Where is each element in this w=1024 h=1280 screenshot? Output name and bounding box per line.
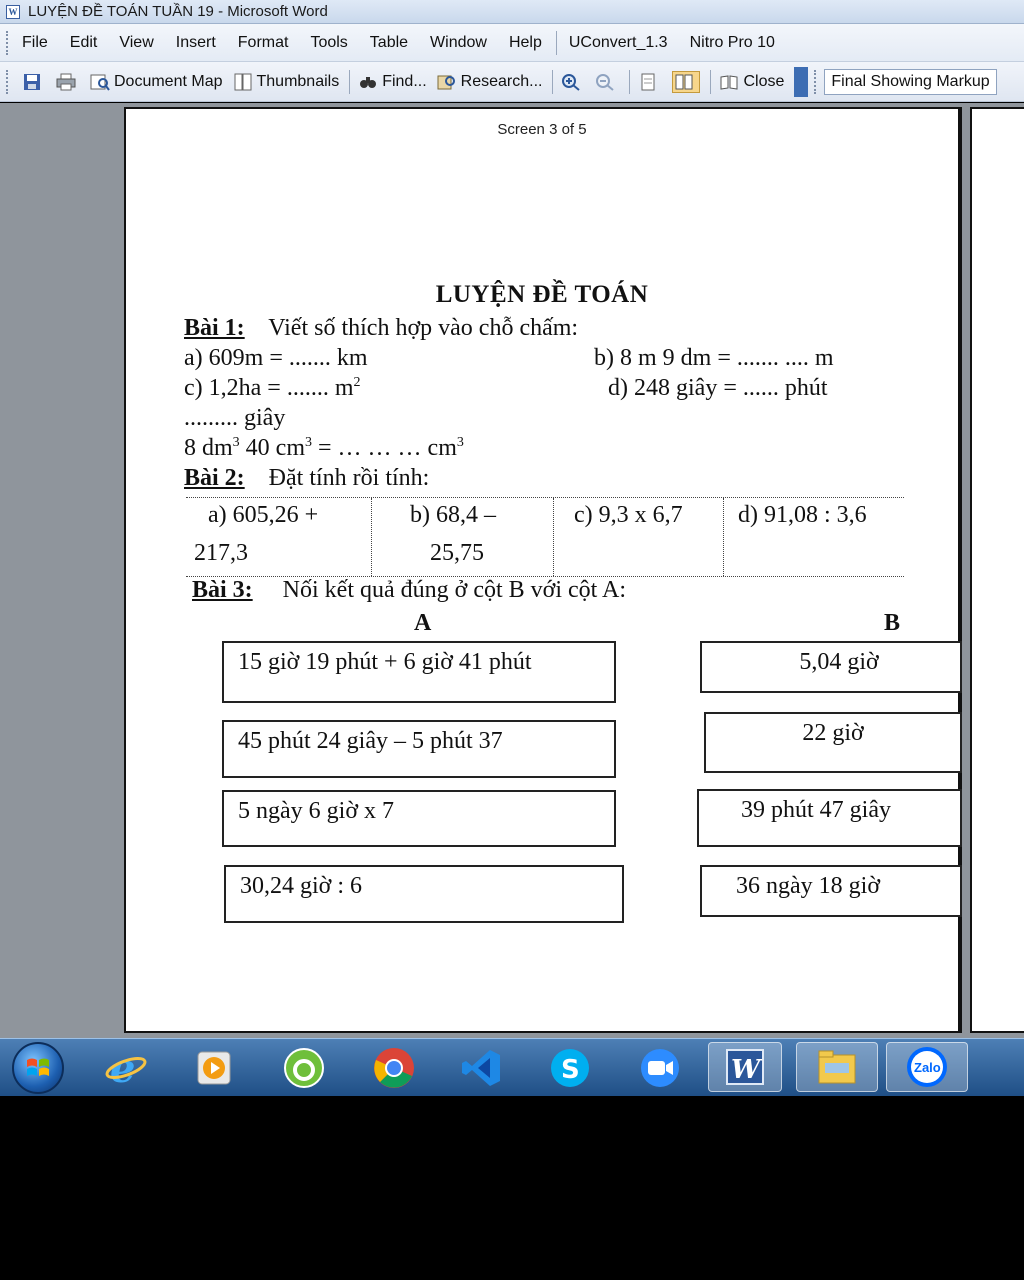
- menu-help[interactable]: Help: [508, 33, 542, 51]
- ex2-table: [186, 497, 904, 577]
- book-icon: [719, 73, 739, 91]
- toolbar-separator: [629, 70, 630, 94]
- ex3-label: Bài 3:: [192, 577, 253, 603]
- ex1-item-e-p2: 40 cm: [239, 435, 305, 461]
- page-icon: [638, 73, 658, 91]
- column-a-item: 45 phút 24 giây – 5 phút 37: [222, 720, 616, 778]
- page-view-button[interactable]: [638, 73, 662, 91]
- toolbar-options-button[interactable]: [794, 67, 808, 97]
- ex1-item-a: a) 609m = ....... km: [184, 345, 368, 371]
- document-page: [124, 107, 962, 1033]
- binoculars-icon: [358, 73, 378, 91]
- ex1-item-e: [184, 435, 464, 462]
- ex2-cell-a-line1: a) 605,26 +: [208, 502, 319, 528]
- menubar-grip-handle[interactable]: [6, 31, 10, 55]
- menu-view[interactable]: View: [119, 33, 154, 51]
- menu-insert[interactable]: Insert: [175, 33, 216, 51]
- menu-tools[interactable]: Tools: [310, 33, 348, 51]
- ex2-cell-c-line1: c) 9,3 x 6,7: [574, 502, 683, 528]
- black-letterbox: [0, 1096, 1024, 1280]
- ex2-cell-c: [554, 498, 724, 576]
- green-logo-icon: [282, 1046, 326, 1090]
- menu-table[interactable]: Table: [369, 33, 409, 51]
- ex2-cell-d-line1: d) 91,08 : 3,6: [738, 502, 867, 528]
- toolbar-separator: [349, 70, 350, 94]
- menu-nitro-pro[interactable]: Nitro Pro 10: [689, 33, 775, 51]
- document-workspace: [0, 103, 1024, 1038]
- ex2-cell-b-line1: b) 68,4 –: [410, 502, 496, 528]
- ex1-item-c-sup: 2: [353, 375, 361, 390]
- research-icon: [437, 73, 457, 91]
- ex1-item-e-s3: 3: [456, 435, 464, 450]
- windows-logo-icon: [25, 1055, 51, 1081]
- save-button[interactable]: [22, 73, 46, 91]
- ex1-heading: [184, 315, 578, 342]
- markup-toolbar-grip[interactable]: [814, 70, 818, 94]
- folder-icon: [815, 1047, 859, 1087]
- ex1-item-e-s1: 3: [232, 435, 240, 450]
- window-titlebar: [0, 0, 1024, 24]
- ex2-prompt: Đặt tính rồi tính:: [268, 465, 430, 491]
- document-map-label: Document Map: [114, 72, 223, 90]
- menu-separator: [556, 31, 557, 55]
- thumbnails-label: Thumbnails: [256, 72, 340, 90]
- close-reading-button[interactable]: [719, 73, 784, 91]
- start-button[interactable]: [12, 1042, 64, 1094]
- ex2-cell-b: [372, 498, 554, 576]
- ex1-item-b: b) 8 m 9 dm = ....... .... m: [594, 345, 834, 371]
- menu-bar: [0, 24, 1024, 62]
- research-button[interactable]: [437, 73, 543, 91]
- ex1-item-c: [184, 375, 361, 402]
- next-page-edge: [970, 107, 1024, 1033]
- ex2-cell-a-line2: 217,3: [194, 540, 248, 566]
- menu-uconvert[interactable]: UConvert_1.3: [568, 33, 668, 51]
- thumbnails-button[interactable]: [233, 73, 340, 91]
- chrome-logo-icon: [372, 1046, 416, 1090]
- zoom-logo-icon: [638, 1046, 682, 1090]
- menu-file[interactable]: File: [22, 33, 48, 51]
- toolbar-grip-handle[interactable]: [6, 70, 10, 94]
- ex3-heading: [192, 577, 626, 604]
- column-a-item: 5 ngày 6 giờ x 7: [222, 790, 616, 847]
- ex3-prompt: Nối kết quả đúng ở cột B với cột A:: [282, 577, 627, 603]
- column-a-item: 15 giờ 19 phút + 6 giờ 41 phút: [222, 641, 616, 703]
- zalo-label: Zalo: [914, 1060, 941, 1075]
- ex1-item-d: d) 248 giây = ...... phút: [608, 375, 828, 401]
- save-icon: [22, 73, 42, 91]
- ex2-cell-d: [724, 498, 904, 576]
- windows-taskbar: [0, 1038, 1024, 1096]
- ex1-label: Bài 1:: [184, 315, 245, 341]
- word-app-icon: W: [6, 5, 20, 19]
- column-a-item: 30,24 giờ : 6: [224, 865, 624, 923]
- reading-layout-button[interactable]: [672, 71, 700, 93]
- column-b-item: 36 ngày 18 giờ: [700, 865, 962, 917]
- toolbar-separator: [710, 70, 711, 94]
- close-label: Close: [743, 72, 785, 90]
- zoom-out-icon: [595, 73, 615, 91]
- word-taskbar-icon[interactable]: [708, 1042, 782, 1092]
- svg-text:S: S: [561, 1055, 580, 1085]
- columns-icon: [674, 73, 694, 91]
- media-player-icon[interactable]: [192, 1046, 236, 1090]
- column-b-item: 39 phút 47 giây: [697, 789, 962, 847]
- zoom-out-button[interactable]: [595, 73, 619, 91]
- print-icon: [56, 73, 76, 91]
- column-b-item: 22 giờ: [704, 712, 962, 773]
- green-app-icon[interactable]: [282, 1046, 326, 1090]
- vscode-icon[interactable]: [460, 1046, 504, 1090]
- zoom-in-icon: [561, 73, 581, 91]
- ex1-item-e-p3: = … … … cm: [312, 435, 457, 461]
- vscode-logo-icon: [460, 1046, 504, 1090]
- toolbar-separator: [552, 70, 553, 94]
- ex2-heading: [184, 465, 429, 492]
- research-label: Research...: [460, 72, 543, 90]
- ex1-prompt: Viết số thích hợp vào chỗ chấm:: [268, 315, 579, 341]
- svg-text:e: e: [110, 1046, 136, 1090]
- ex2-cell-b-line2: 25,75: [430, 540, 484, 566]
- column-a-heading: A: [414, 610, 432, 636]
- zoom-in-button[interactable]: [561, 73, 585, 91]
- ex1-item-d-cont: ......... giây: [184, 405, 286, 431]
- reading-toolbar: [0, 62, 1024, 102]
- column-b-heading: B: [884, 610, 901, 636]
- zoom-icon[interactable]: [638, 1046, 682, 1090]
- zalo-icon[interactable]: [886, 1042, 968, 1092]
- internet-explorer-icon[interactable]: [104, 1046, 148, 1090]
- page-title: LUYỆN ĐỀ TOÁN: [435, 281, 649, 308]
- chrome-icon[interactable]: [372, 1046, 416, 1090]
- markup-display-select[interactable]: Final Showing Markup: [824, 69, 996, 95]
- menu-format[interactable]: Format: [237, 33, 289, 51]
- ex1-item-e-p1: 8 dm: [184, 435, 233, 461]
- ex1-item-c-text: c) 1,2ha = ....... m: [184, 375, 354, 401]
- document-map-button[interactable]: [90, 73, 223, 91]
- window-title: LUYỆN ĐỀ TOÁN TUẦN 19 - Microsoft Word: [28, 3, 328, 20]
- skype-logo-icon: [548, 1046, 592, 1090]
- menu-window[interactable]: Window: [430, 33, 487, 51]
- ie-logo-icon: [104, 1046, 148, 1090]
- file-explorer-icon[interactable]: [796, 1042, 878, 1092]
- find-button[interactable]: [358, 73, 426, 91]
- ex1-item-e-s2: 3: [305, 435, 312, 450]
- ex2-label: Bài 2:: [184, 465, 245, 491]
- menu-edit[interactable]: Edit: [69, 33, 98, 51]
- media-player-logo-icon: [194, 1048, 234, 1088]
- word-logo-icon: [725, 1048, 765, 1086]
- thumbnails-icon: [233, 73, 253, 91]
- skype-icon[interactable]: [548, 1046, 592, 1090]
- screen-indicator: Screen 3 of 5: [497, 121, 587, 138]
- ex2-cell-a: [186, 498, 372, 576]
- print-button[interactable]: [56, 73, 80, 91]
- column-b-item: 5,04 giờ: [700, 641, 962, 693]
- document-map-icon: [90, 73, 110, 91]
- svg-text:W: W: [731, 1055, 761, 1085]
- find-label: Find...: [382, 72, 427, 90]
